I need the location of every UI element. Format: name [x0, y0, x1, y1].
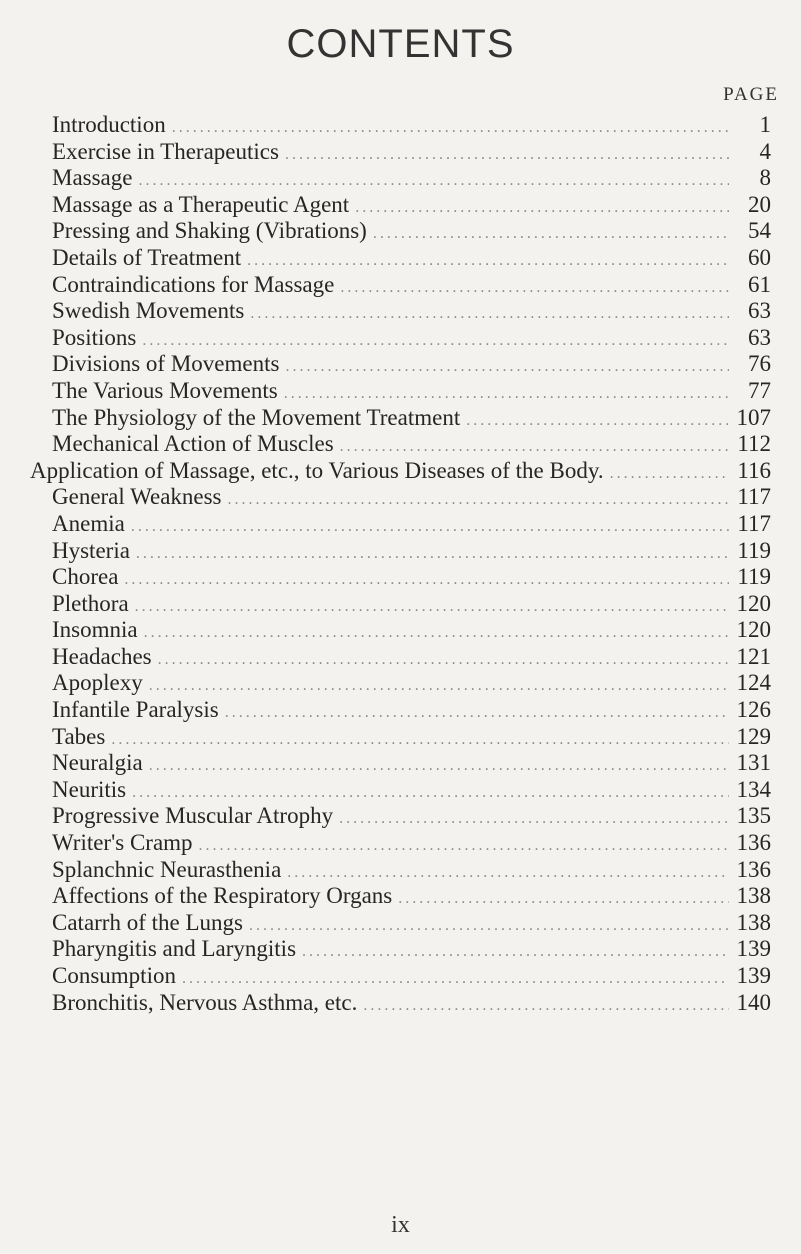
toc-entry — [30, 617, 771, 644]
toc-entry-title: General Weakness — [52, 484, 222, 510]
toc-entry-page: 116 — [737, 457, 771, 483]
toc-entry-title: Pharyngitis and Laryngitis — [52, 936, 297, 962]
toc-entry-title: Headaches — [52, 643, 152, 669]
toc-entry — [30, 936, 771, 963]
dot-leader — [142, 332, 729, 350]
toc-entry — [30, 697, 771, 724]
toc-entry-page: 131 — [736, 750, 771, 776]
toc-entry-page: 63 — [748, 298, 771, 324]
page-number: ix — [391, 1212, 410, 1238]
toc-entry-title: Divisions of Movements — [52, 351, 280, 377]
toc-entry-page: 61 — [748, 271, 771, 297]
toc-entry-page: 20 — [748, 191, 771, 217]
toc-entry — [30, 272, 771, 299]
toc-entry-page: 8 — [759, 165, 771, 191]
toc-entry-title: Details of Treatment — [52, 244, 242, 270]
toc-entry — [30, 538, 771, 565]
dot-leader — [250, 305, 729, 323]
dot-leader — [149, 677, 729, 695]
toc-entry-page: 54 — [748, 218, 771, 244]
toc-entry-page: 117 — [737, 510, 771, 536]
toc-entry — [30, 484, 771, 511]
page-column-label: PAGE — [723, 84, 779, 105]
toc-entry — [30, 724, 771, 751]
toc-entry-title: Exercise in Therapeutics — [52, 138, 279, 164]
dot-leader — [225, 704, 729, 722]
dot-leader — [339, 810, 729, 828]
toc-entry-title: Massage as a Therapeutic Agent — [52, 191, 350, 217]
dot-leader — [144, 624, 729, 642]
toc-entry — [30, 990, 771, 1017]
toc-entry-page: 4 — [759, 138, 771, 164]
toc-entry-page: 139 — [736, 936, 771, 962]
dot-leader — [135, 598, 729, 616]
toc-entry-page: 107 — [736, 404, 771, 430]
toc-entry — [30, 378, 771, 405]
toc-entry-title: Neuritis — [52, 776, 127, 802]
toc-entry-title: Massage — [52, 165, 133, 191]
toc-entry-title: Pressing and Shaking (Vibrations) — [52, 218, 367, 244]
dot-leader — [466, 412, 729, 430]
toc-entry-page: 77 — [748, 377, 771, 403]
toc-entry-page: 112 — [737, 431, 771, 457]
toc-entry-page: 63 — [748, 324, 771, 350]
dot-leader — [249, 917, 729, 935]
toc-entry-title: Contraindications for Massage — [52, 271, 335, 297]
toc-entry-page: 119 — [737, 537, 771, 563]
toc-entry-title: Neuralgia — [52, 750, 143, 776]
toc-entry-page: 129 — [736, 723, 771, 749]
toc-entry — [30, 165, 771, 192]
toc-entry — [30, 963, 771, 990]
toc-entry-title: Anemia — [52, 510, 125, 536]
dot-leader — [132, 784, 729, 802]
toc-entry-page: 138 — [736, 909, 771, 935]
dot-leader — [136, 545, 729, 563]
toc-entry-page: 120 — [736, 617, 771, 643]
toc-entry — [30, 910, 771, 937]
toc-entry-title: Catarrh of the Lungs — [52, 909, 243, 935]
dot-leader — [373, 225, 729, 243]
toc-entry — [30, 112, 771, 139]
dot-leader — [302, 943, 729, 961]
dot-leader — [247, 252, 729, 270]
dot-leader — [228, 491, 729, 509]
toc-entry-title: The Physiology of the Movement Treatment — [52, 404, 461, 430]
dot-leader — [284, 385, 729, 403]
toc-entry-page: 139 — [736, 963, 771, 988]
toc-entry — [30, 139, 771, 166]
toc-entry — [30, 803, 771, 830]
toc-entry — [30, 218, 771, 245]
toc-entry-page: 76 — [748, 351, 771, 377]
toc-entry — [30, 298, 771, 325]
toc-entry-title: Apoplexy — [52, 670, 143, 696]
toc-entry-title: The Various Movements — [52, 377, 278, 403]
toc-entry-title: Swedish Movements — [52, 298, 245, 324]
toc-entry — [30, 857, 771, 884]
toc-entry — [30, 830, 771, 857]
table-of-contents — [30, 112, 771, 1016]
dot-leader — [158, 651, 729, 669]
toc-entry — [30, 644, 771, 671]
toc-entry — [30, 883, 771, 910]
dot-leader — [340, 438, 729, 456]
toc-entry-title: Infantile Paralysis — [52, 697, 219, 723]
toc-entry — [30, 458, 771, 485]
toc-entry — [30, 670, 771, 697]
toc-entry-page: 120 — [736, 590, 771, 616]
toc-entry — [30, 564, 771, 591]
toc-entry-title: Plethora — [52, 590, 129, 616]
toc-entry — [30, 750, 771, 777]
dot-leader — [285, 358, 729, 376]
toc-entry-title: Writer's Cramp — [52, 830, 193, 856]
toc-entry-title: Mechanical Action of Muscles — [52, 431, 334, 457]
dot-leader — [138, 172, 729, 190]
toc-entry — [30, 351, 771, 378]
toc-entry — [30, 431, 771, 458]
toc-entry-title: Bronchitis, Nervous Asthma, etc. — [52, 989, 358, 1015]
toc-entry-title: Progressive Muscular Atrophy — [52, 803, 334, 829]
dot-leader — [363, 997, 729, 1015]
toc-entry-page: 121 — [736, 643, 771, 669]
toc-entry — [30, 405, 771, 432]
dot-leader — [124, 571, 729, 589]
toc-entry-title: Splanchnic Neurasthenia — [52, 856, 282, 882]
toc-entry-title: Consumption — [52, 963, 176, 988]
toc-entry-page: 126 — [736, 697, 771, 723]
dot-leader — [398, 890, 729, 908]
toc-entry-page: 117 — [737, 484, 771, 510]
toc-entry — [30, 192, 771, 219]
toc-entry-title: Insomnia — [52, 617, 138, 643]
toc-entry-title: Chorea — [52, 564, 119, 590]
toc-entry-page: 60 — [748, 244, 771, 270]
toc-entry — [30, 325, 771, 352]
dot-leader — [287, 864, 729, 882]
dot-leader — [355, 199, 729, 217]
toc-entry — [30, 245, 771, 272]
toc-entry-page: 138 — [736, 883, 771, 909]
toc-entry-page: 136 — [736, 830, 771, 856]
toc-entry-title: Introduction — [52, 112, 166, 137]
toc-entry-title: Positions — [52, 324, 137, 350]
dot-leader — [285, 146, 729, 164]
dot-leader — [172, 119, 729, 137]
dot-leader — [149, 757, 729, 775]
page-title: CONTENTS — [286, 22, 515, 66]
toc-entry — [30, 777, 771, 804]
toc-entry-page: 140 — [736, 989, 771, 1015]
dot-leader — [131, 518, 729, 536]
toc-entry-page: 136 — [736, 856, 771, 882]
dot-leader — [340, 279, 729, 297]
dot-leader — [182, 970, 729, 988]
toc-entry — [30, 591, 771, 618]
toc-entry-page: 119 — [737, 564, 771, 590]
toc-entry — [30, 511, 771, 538]
toc-entry-title: Affections of the Respiratory Organs — [52, 883, 393, 909]
toc-entry-page: 1 — [759, 112, 771, 137]
dot-leader — [610, 465, 729, 483]
toc-entry-page: 135 — [736, 803, 771, 829]
toc-entry-title: Tabes — [52, 723, 106, 749]
dot-leader — [111, 731, 729, 749]
toc-entry-title: Hysteria — [52, 537, 130, 563]
toc-entry-page: 134 — [736, 776, 771, 802]
dot-leader — [199, 837, 729, 855]
toc-entry-title: Application of Massage, etc., to Various Diseases of the Body. — [30, 457, 604, 483]
toc-entry-page: 124 — [736, 670, 771, 696]
